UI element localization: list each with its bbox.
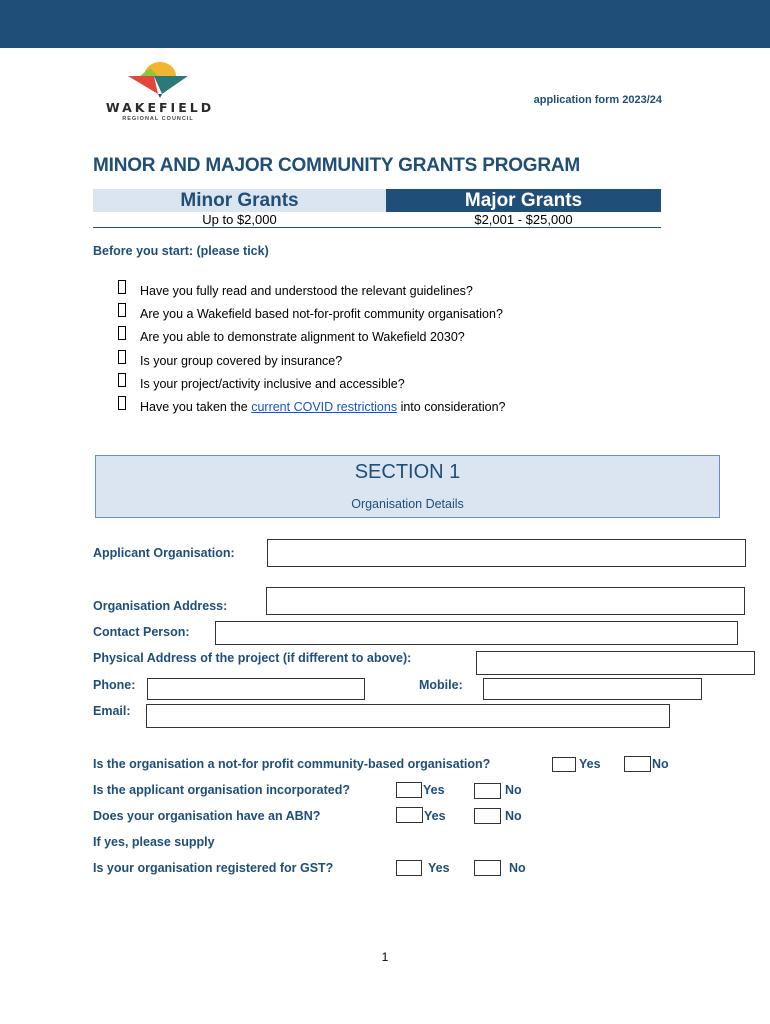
- logo-name: WAKEFIELD: [105, 100, 215, 115]
- divider: [93, 227, 661, 228]
- not-for-profit-question: Is the organisation a not-for profit community-based organisation?: [93, 757, 491, 771]
- applicant-organisation-label: Applicant Organisation:: [93, 546, 235, 560]
- tick-checkbox[interactable]: [118, 396, 126, 410]
- not-for-profit-no-checkbox[interactable]: [624, 756, 651, 772]
- no-label: No: [509, 861, 526, 875]
- page-title: MINOR AND MAJOR COMMUNITY GRANTS PROGRAM: [93, 155, 581, 176]
- checklist-item-text: [140, 400, 506, 414]
- gst-yes-checkbox[interactable]: [396, 860, 422, 876]
- minor-grants-amount: Up to $2,000: [202, 212, 277, 227]
- abn-yes-checkbox[interactable]: [396, 807, 423, 823]
- section-1-header: [95, 455, 720, 518]
- no-label: No: [652, 757, 669, 771]
- yes-label: Yes: [424, 809, 446, 823]
- incorporated-no-checkbox[interactable]: [474, 783, 501, 799]
- top-banner: [0, 0, 770, 48]
- checklist-item-text: Are you a Wakefield based not-for-profit community organisation?: [140, 307, 503, 322]
- email-label: Email:: [93, 704, 131, 718]
- page-number: 1: [381, 950, 389, 964]
- tick-checkbox[interactable]: [118, 303, 126, 317]
- email-field[interactable]: [146, 704, 670, 728]
- tick-checkbox[interactable]: [118, 280, 126, 294]
- covid-prefix: Have you taken the: [140, 399, 248, 414]
- covid-suffix: into consideration?: [400, 399, 506, 414]
- yes-label: Yes: [428, 861, 450, 875]
- not-for-profit-yes-checkbox[interactable]: [552, 757, 576, 772]
- before-start-heading: Before you start: (please tick): [93, 244, 269, 258]
- abn-question: Does your organisation have an ABN?: [93, 809, 321, 823]
- contact-person-label: Contact Person:: [93, 625, 190, 639]
- major-grants-amount: $2,001 - $25,000: [474, 212, 573, 227]
- wakefield-logo: [95, 62, 225, 126]
- incorporated-question: Is the applicant organisation incorporated?: [93, 783, 350, 797]
- no-label: No: [505, 809, 522, 823]
- no-label: No: [505, 783, 522, 797]
- checklist-item-text: Is your group covered by insurance?: [140, 353, 343, 368]
- minor-grants-heading: Minor Grants: [93, 189, 386, 212]
- tick-checkbox[interactable]: [118, 350, 126, 364]
- tick-checkbox[interactable]: [118, 373, 126, 387]
- gst-question: Is your organisation registered for GST?: [93, 861, 334, 875]
- section-subtitle: Organisation Details: [351, 497, 464, 511]
- checklist-item-text: Is your project/activity inclusive and accessible?: [140, 376, 405, 391]
- organisation-address-label: Organisation Address:: [93, 599, 228, 613]
- organisation-address-field[interactable]: [266, 587, 745, 615]
- form-label: application form 2023/24: [533, 94, 662, 106]
- contact-person-field[interactable]: [215, 621, 738, 645]
- major-grants-heading: Major Grants: [386, 189, 661, 212]
- logo-mark-icon: [128, 62, 192, 98]
- if-yes-supply-label: If yes, please supply: [93, 835, 215, 849]
- yes-label: Yes: [579, 757, 601, 771]
- covid-restrictions-link[interactable]: current COVID restrictions: [251, 399, 398, 414]
- physical-address-label: Physical Address of the project (if different to above):: [93, 651, 412, 665]
- phone-label: Phone:: [93, 678, 136, 692]
- section-title: SECTION 1: [354, 461, 461, 483]
- logo-subtitle: REGIONAL COUNCIL: [122, 116, 194, 122]
- phone-field[interactable]: [147, 678, 365, 700]
- mobile-field[interactable]: [483, 678, 702, 700]
- tick-checkbox[interactable]: [118, 326, 126, 340]
- incorporated-yes-checkbox[interactable]: [396, 782, 422, 798]
- checklist-item-text: Are you able to demonstrate alignment to Wakefield 2030?: [140, 330, 465, 345]
- applicant-organisation-field[interactable]: [267, 539, 746, 567]
- abn-no-checkbox[interactable]: [474, 808, 501, 824]
- yes-label: Yes: [423, 783, 445, 797]
- gst-no-checkbox[interactable]: [474, 860, 501, 876]
- mobile-label: Mobile:: [419, 678, 463, 692]
- physical-address-field[interactable]: [476, 651, 755, 675]
- checklist-item-text: Have you fully read and understood the relevant guidelines?: [140, 284, 473, 298]
